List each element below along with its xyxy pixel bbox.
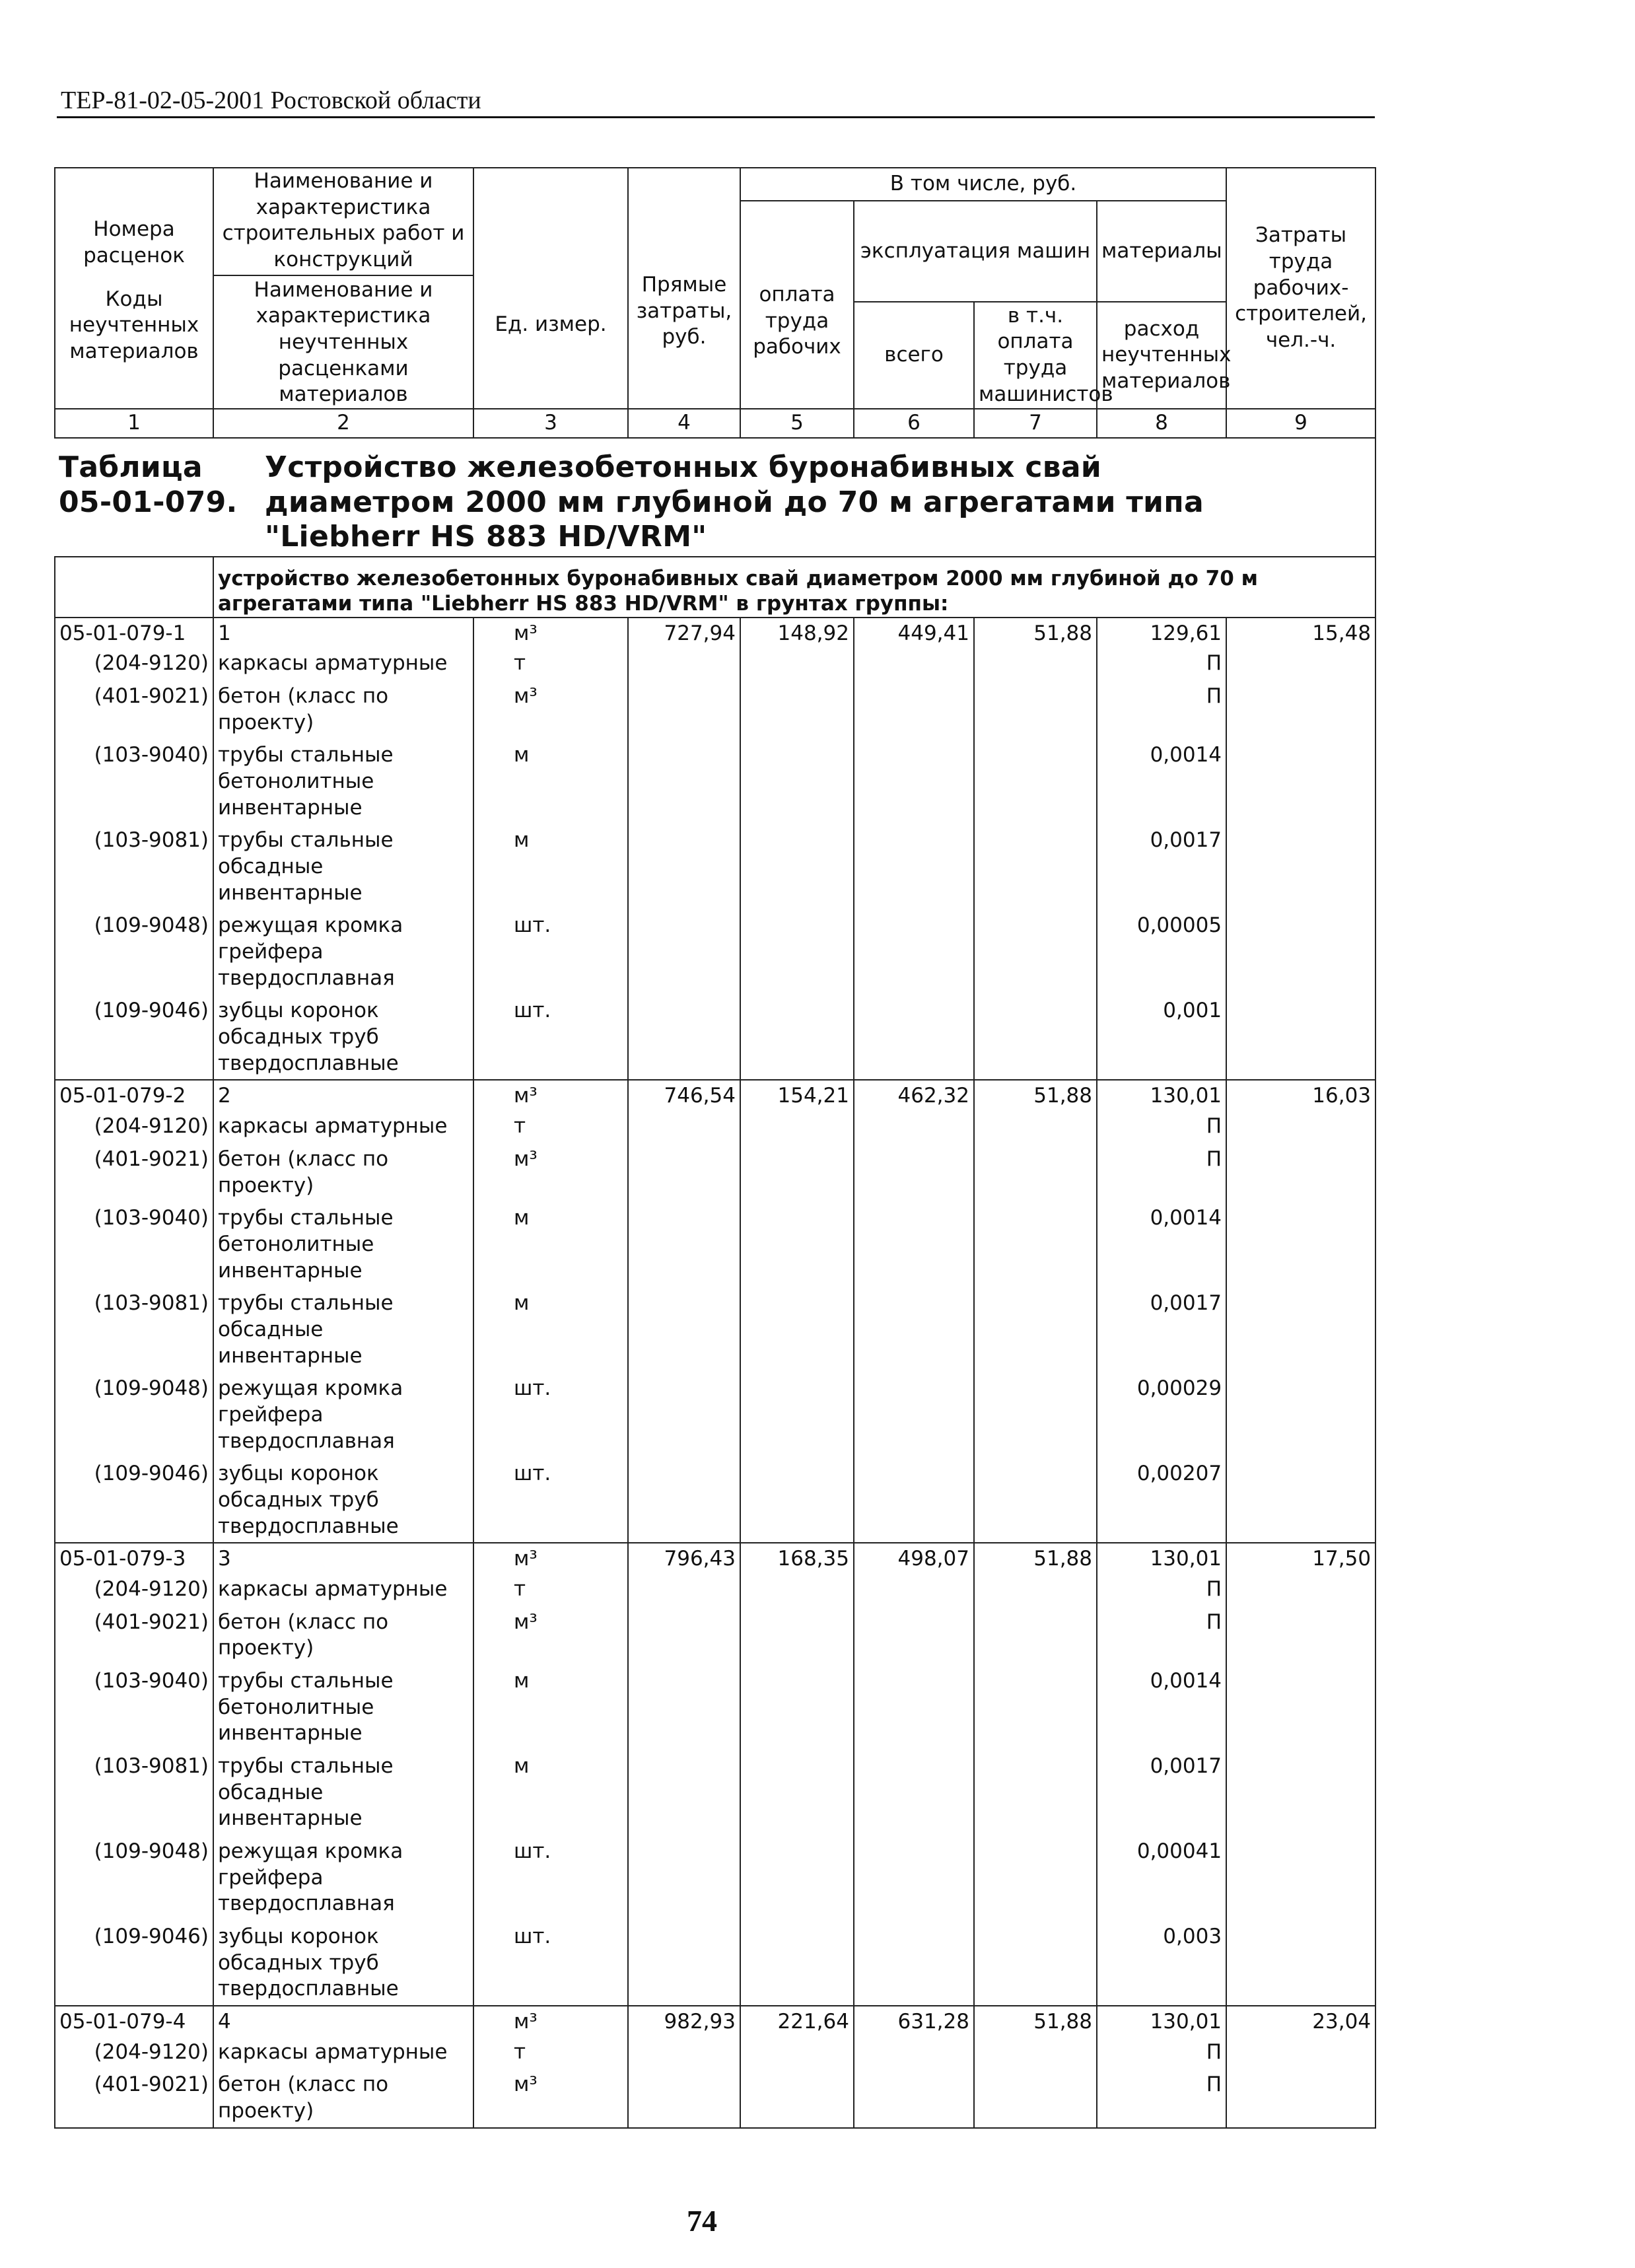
material-name: трубы стальные обсадные инвентарные [213, 1287, 473, 1372]
material-unit: шт. [473, 909, 628, 994]
machines-total: 449,41 [854, 618, 974, 647]
labor-pay: 154,21 [740, 1080, 854, 1110]
empty-cell [974, 1372, 1097, 1457]
empty-cell [974, 2036, 1097, 2069]
material-unit: м³ [473, 680, 628, 738]
material-unit: шт. [473, 1457, 628, 1543]
empty-cell [974, 1835, 1097, 1920]
empty-cell [854, 2036, 974, 2069]
header-labor-pay: оплата труда рабочих [740, 201, 854, 409]
empty-cell [740, 1457, 854, 1543]
labor-pay: 168,35 [740, 1543, 854, 1573]
rate-name: 2 [213, 1080, 473, 1110]
material-unit: шт. [473, 1920, 628, 2006]
material-unit: м [473, 1201, 628, 1287]
col-number: 7 [974, 409, 1097, 438]
rate-row [55, 618, 1375, 647]
empty-cell [740, 1143, 854, 1201]
column-numbers-row [55, 409, 1375, 438]
material-code: (109-9048) [55, 909, 213, 994]
empty-cell [740, 994, 854, 1080]
material-code: (103-9040) [55, 738, 213, 824]
machinists-pay: 51,88 [974, 1543, 1097, 1573]
empty-cell [628, 680, 740, 738]
empty-cell [740, 1287, 854, 1372]
col-number: 8 [1097, 409, 1226, 438]
machines-total: 462,32 [854, 1080, 974, 1110]
material-row [55, 2068, 1375, 2127]
material-name: трубы стальные бетонолитные инвентарные [213, 738, 473, 824]
empty-cell [628, 1287, 740, 1372]
empty-cell [740, 680, 854, 738]
empty-cell [1226, 1201, 1375, 1287]
empty-cell [854, 1573, 974, 1606]
material-unit: шт. [473, 1372, 628, 1457]
empty-cell [1226, 1835, 1375, 1920]
empty-cell [740, 1835, 854, 1920]
material-quantity: П [1097, 647, 1226, 680]
empty-cell [740, 1606, 854, 1664]
empty-cell [974, 647, 1097, 680]
machinists-pay: 51,88 [974, 1080, 1097, 1110]
machinists-pay: 51,88 [974, 2006, 1097, 2036]
empty-cell [854, 1920, 974, 2006]
empty-cell [740, 1201, 854, 1287]
empty-cell [628, 994, 740, 1080]
header-machines: эксплуатация машин [854, 201, 1097, 302]
empty-cell [974, 1143, 1097, 1201]
rate-unit: м³ [473, 1080, 628, 1110]
empty-cell [854, 994, 974, 1080]
material-row [55, 824, 1375, 909]
labor-pay: 221,64 [740, 2006, 854, 2036]
material-quantity: 0,0017 [1097, 1287, 1226, 1372]
material-unit: т [473, 1110, 628, 1143]
empty-cell [740, 1920, 854, 2006]
materials-cost: 130,01 [1097, 1543, 1226, 1573]
empty-cell [974, 994, 1097, 1080]
material-quantity: П [1097, 680, 1226, 738]
empty-cell [974, 1110, 1097, 1143]
material-name: режущая кромка грейфера твердосплавная [213, 1372, 473, 1457]
col-number: 4 [628, 409, 740, 438]
col-number: 1 [55, 409, 213, 438]
material-name: каркасы арматурные [213, 647, 473, 680]
rate-name: 4 [213, 2006, 473, 2036]
material-code: (103-9081) [55, 1750, 213, 1835]
material-unit: т [473, 2036, 628, 2069]
empty-cell [854, 1372, 974, 1457]
material-row [55, 1372, 1375, 1457]
rates-table [54, 167, 1376, 2129]
header-names [213, 168, 473, 409]
col-number: 9 [1226, 409, 1375, 438]
empty-cell [1226, 1750, 1375, 1835]
empty-cell [1226, 2036, 1375, 2069]
material-name: каркасы арматурные [213, 1110, 473, 1143]
empty-cell [854, 1606, 974, 1664]
material-row [55, 738, 1375, 824]
empty-cell [628, 1201, 740, 1287]
empty-cell [1226, 824, 1375, 909]
empty-cell [974, 1750, 1097, 1835]
header-machines-total: всего [854, 302, 974, 409]
empty-cell [628, 1573, 740, 1606]
material-quantity: 0,001 [1097, 994, 1226, 1080]
machines-total: 631,28 [854, 2006, 974, 2036]
header-material-codes: Коды неучтенных материалов [69, 287, 199, 364]
material-name: трубы стальные бетонолитные инвентарные [213, 1201, 473, 1287]
material-name: зубцы коронок обсадных труб твердосплавные [213, 994, 473, 1080]
material-quantity: П [1097, 1143, 1226, 1201]
empty-cell [854, 1750, 974, 1835]
header-machinists: в т.ч. оплата труда машинистов [974, 302, 1097, 409]
header-materials: материалы [1097, 201, 1226, 302]
direct-costs: 982,93 [628, 2006, 740, 2036]
header-rate-numbers: Номера расценок [83, 217, 185, 268]
rate-code: 05-01-079-3 [55, 1543, 213, 1573]
empty-cell [1226, 1110, 1375, 1143]
direct-costs: 796,43 [628, 1543, 740, 1573]
empty-cell [854, 1835, 974, 1920]
col-number: 3 [473, 409, 628, 438]
material-name: трубы стальные бетонолитные инвентарные [213, 1664, 473, 1750]
material-quantity: 0,003 [1097, 1920, 1226, 2006]
material-quantity: 0,00005 [1097, 909, 1226, 994]
material-unit: м [473, 1287, 628, 1372]
material-code: (401-9021) [55, 1606, 213, 1664]
material-name: режущая кромка грейфера твердосплавная [213, 909, 473, 994]
empty-cell [740, 2068, 854, 2127]
empty-cell [974, 909, 1097, 994]
material-quantity: П [1097, 2068, 1226, 2127]
empty-cell [854, 1143, 974, 1201]
material-name: режущая кромка грейфера твердосплавная [213, 1835, 473, 1920]
material-code: (204-9120) [55, 1110, 213, 1143]
rate-code: 05-01-079-2 [55, 1080, 213, 1110]
empty-cell [1226, 1920, 1375, 2006]
empty-cell [974, 1201, 1097, 1287]
materials-cost: 130,01 [1097, 1080, 1226, 1110]
empty-cell [1226, 1573, 1375, 1606]
empty-cell [974, 680, 1097, 738]
empty-cell [974, 1606, 1097, 1664]
material-name: зубцы коронок обсадных труб твердосплавные [213, 1457, 473, 1543]
material-unit: м³ [473, 1143, 628, 1201]
material-unit: м³ [473, 2068, 628, 2127]
empty-cell [1226, 909, 1375, 994]
empty-cell [628, 909, 740, 994]
empty-cell [1226, 738, 1375, 824]
material-code: (109-9048) [55, 1835, 213, 1920]
material-quantity: П [1097, 1573, 1226, 1606]
material-row [55, 1920, 1375, 2006]
page-number: 74 [687, 2204, 717, 2238]
material-row [55, 1143, 1375, 1201]
table-caption-row [55, 438, 1375, 557]
material-unit: м³ [473, 1606, 628, 1664]
empty-cell [740, 1573, 854, 1606]
empty-cell [1226, 1287, 1375, 1372]
empty-cell [974, 1920, 1097, 2006]
material-code: (401-9021) [55, 680, 213, 738]
empty-cell [628, 1143, 740, 1201]
page-header [57, 85, 1375, 118]
header-material-name: Наименование и характеристика неучтенных расценками материалов [254, 277, 433, 407]
document-title: ТЕР-81-02-05-2001 Ростовской области [61, 87, 481, 114]
empty-cell [628, 1664, 740, 1750]
rate-unit: м³ [473, 618, 628, 647]
col-number: 6 [854, 409, 974, 438]
empty-cell [740, 1372, 854, 1457]
material-name: зубцы коронок обсадных труб твердосплавные [213, 1920, 473, 2006]
rate-name: 3 [213, 1543, 473, 1573]
material-row [55, 909, 1375, 994]
empty-cell [974, 1457, 1097, 1543]
rate-row [55, 2006, 1375, 2036]
header-in-total: В том числе, руб. [740, 168, 1226, 201]
material-row [55, 680, 1375, 738]
material-code: (401-9021) [55, 1143, 213, 1201]
rate-code: 05-01-079-1 [55, 618, 213, 647]
material-row [55, 647, 1375, 680]
material-code: (204-9120) [55, 1573, 213, 1606]
empty-cell [974, 738, 1097, 824]
material-name: бетон (класс по проекту) [213, 680, 473, 738]
table-subtitle: устройство железобетонных буронабивных свай диаметром 2000 мм глубиной до 70 м агрегатами типа "Liebherr HS 883 HD/VRM" в грунтах группы: [213, 557, 1375, 618]
empty-cell [628, 1110, 740, 1143]
material-row [55, 1287, 1375, 1372]
material-quantity: 0,00207 [1097, 1457, 1226, 1543]
material-unit: т [473, 1573, 628, 1606]
empty-cell [740, 824, 854, 909]
empty-cell [740, 1664, 854, 1750]
empty-cell [974, 1287, 1097, 1372]
material-name: каркасы арматурные [213, 2036, 473, 2069]
labor-hours: 15,48 [1226, 618, 1375, 647]
empty-cell [628, 1750, 740, 1835]
material-name: каркасы арматурные [213, 1573, 473, 1606]
col-number: 5 [740, 409, 854, 438]
material-quantity: 0,0017 [1097, 824, 1226, 909]
empty-cell [1226, 1372, 1375, 1457]
material-name: бетон (класс по проекту) [213, 2068, 473, 2127]
empty-cell [740, 738, 854, 824]
table-caption-title: Устройство железобетонных буронабивных свай диаметром 2000 мм глубиной до 70 м агрегатами типа "Liebherr HS 883 HD/VRM" [265, 450, 1204, 554]
empty-cell [740, 647, 854, 680]
empty-cell [854, 2068, 974, 2127]
labor-pay: 148,92 [740, 618, 854, 647]
material-unit: м [473, 738, 628, 824]
material-code: (204-9120) [55, 647, 213, 680]
empty-cell [1226, 1143, 1375, 1201]
empty-cell [854, 909, 974, 994]
material-unit: м [473, 1750, 628, 1835]
empty-cell [628, 1457, 740, 1543]
material-code: (204-9120) [55, 2036, 213, 2069]
direct-costs: 727,94 [628, 618, 740, 647]
material-code: (103-9040) [55, 1664, 213, 1750]
rate-name: 1 [213, 618, 473, 647]
empty-cell [974, 2068, 1097, 2127]
labor-hours: 23,04 [1226, 2006, 1375, 2036]
machinists-pay: 51,88 [974, 618, 1097, 647]
material-quantity: 0,00041 [1097, 1835, 1226, 1920]
empty-cell [628, 1606, 740, 1664]
empty-cell [854, 680, 974, 738]
empty-cell [1226, 680, 1375, 738]
material-quantity: 0,0017 [1097, 1750, 1226, 1835]
labor-hours: 17,50 [1226, 1543, 1375, 1573]
empty-cell [628, 1920, 740, 2006]
header-unaccounted-materials: расход неучтенных материалов [1097, 302, 1226, 409]
material-quantity: 0,0014 [1097, 738, 1226, 824]
empty-cell [628, 738, 740, 824]
subtitle-row [55, 557, 1375, 618]
empty-cell [854, 1110, 974, 1143]
material-row [55, 994, 1375, 1080]
empty-cell [854, 1664, 974, 1750]
rate-unit: м³ [473, 1543, 628, 1573]
empty-cell [974, 1573, 1097, 1606]
rate-row [55, 1543, 1375, 1573]
material-quantity: П [1097, 1606, 1226, 1664]
empty-cell [854, 1457, 974, 1543]
material-unit: м [473, 824, 628, 909]
empty-cell [1226, 994, 1375, 1080]
material-quantity: П [1097, 1110, 1226, 1143]
rate-row [55, 1080, 1375, 1110]
header-work-name: Наименование и характеристика строительных работ и конструкций [214, 168, 473, 276]
material-code: (103-9081) [55, 824, 213, 909]
empty-cell [1226, 1457, 1375, 1543]
materials-cost: 129,61 [1097, 618, 1226, 647]
machines-total: 498,07 [854, 1543, 974, 1573]
material-row [55, 1110, 1375, 1143]
material-row [55, 1835, 1375, 1920]
material-row [55, 1201, 1375, 1287]
material-name: трубы стальные обсадные инвентарные [213, 824, 473, 909]
col-number: 2 [213, 409, 473, 438]
direct-costs: 746,54 [628, 1080, 740, 1110]
empty-cell [854, 1287, 974, 1372]
empty-cell [1226, 1606, 1375, 1664]
material-row [55, 1750, 1375, 1835]
empty-cell [854, 647, 974, 680]
material-unit: т [473, 647, 628, 680]
empty-cell [974, 824, 1097, 909]
material-name: бетон (класс по проекту) [213, 1606, 473, 1664]
material-quantity: 0,00029 [1097, 1372, 1226, 1457]
material-name: трубы стальные обсадные инвентарные [213, 1750, 473, 1835]
material-unit: м [473, 1664, 628, 1750]
empty-cell [628, 1372, 740, 1457]
empty-cell [628, 2036, 740, 2069]
material-code: (109-9046) [55, 1457, 213, 1543]
empty-cell [628, 2068, 740, 2127]
empty-cell [1226, 2068, 1375, 2127]
material-unit: шт. [473, 994, 628, 1080]
empty-cell [974, 1664, 1097, 1750]
material-code: (109-9046) [55, 1920, 213, 2006]
empty-cell [1226, 1664, 1375, 1750]
empty-cell [854, 824, 974, 909]
materials-cost: 130,01 [1097, 2006, 1226, 2036]
rate-code: 05-01-079-4 [55, 2006, 213, 2036]
material-row [55, 2036, 1375, 2069]
header-labor-hours: Затраты труда рабочих-строителей, чел.-ч. [1226, 168, 1375, 409]
material-code: (103-9040) [55, 1201, 213, 1287]
material-unit: шт. [473, 1835, 628, 1920]
material-quantity: 0,0014 [1097, 1201, 1226, 1287]
empty-cell [628, 1835, 740, 1920]
empty-cell [740, 1110, 854, 1143]
material-quantity: 0,0014 [1097, 1664, 1226, 1750]
empty-cell [1226, 647, 1375, 680]
empty-cell [628, 647, 740, 680]
material-code: (109-9046) [55, 994, 213, 1080]
material-quantity: П [1097, 2036, 1226, 2069]
header-codes [55, 168, 213, 409]
empty-cell [854, 738, 974, 824]
rate-unit: м³ [473, 2006, 628, 2036]
empty-cell [740, 1750, 854, 1835]
header-direct: Прямые затраты, руб. [628, 168, 740, 409]
material-row [55, 1664, 1375, 1750]
empty-cell [740, 2036, 854, 2069]
labor-hours: 16,03 [1226, 1080, 1375, 1110]
header-unit: Ед. измер. [473, 168, 628, 409]
empty-cell [740, 909, 854, 994]
material-name: бетон (класс по проекту) [213, 1143, 473, 1201]
material-row [55, 1573, 1375, 1606]
empty-cell [628, 824, 740, 909]
material-code: (109-9048) [55, 1372, 213, 1457]
material-row [55, 1606, 1375, 1664]
material-code: (103-9081) [55, 1287, 213, 1372]
empty-cell [854, 1201, 974, 1287]
table-caption-number: Таблица 05-01-079. [59, 450, 238, 519]
material-code: (401-9021) [55, 2068, 213, 2127]
material-row [55, 1457, 1375, 1543]
